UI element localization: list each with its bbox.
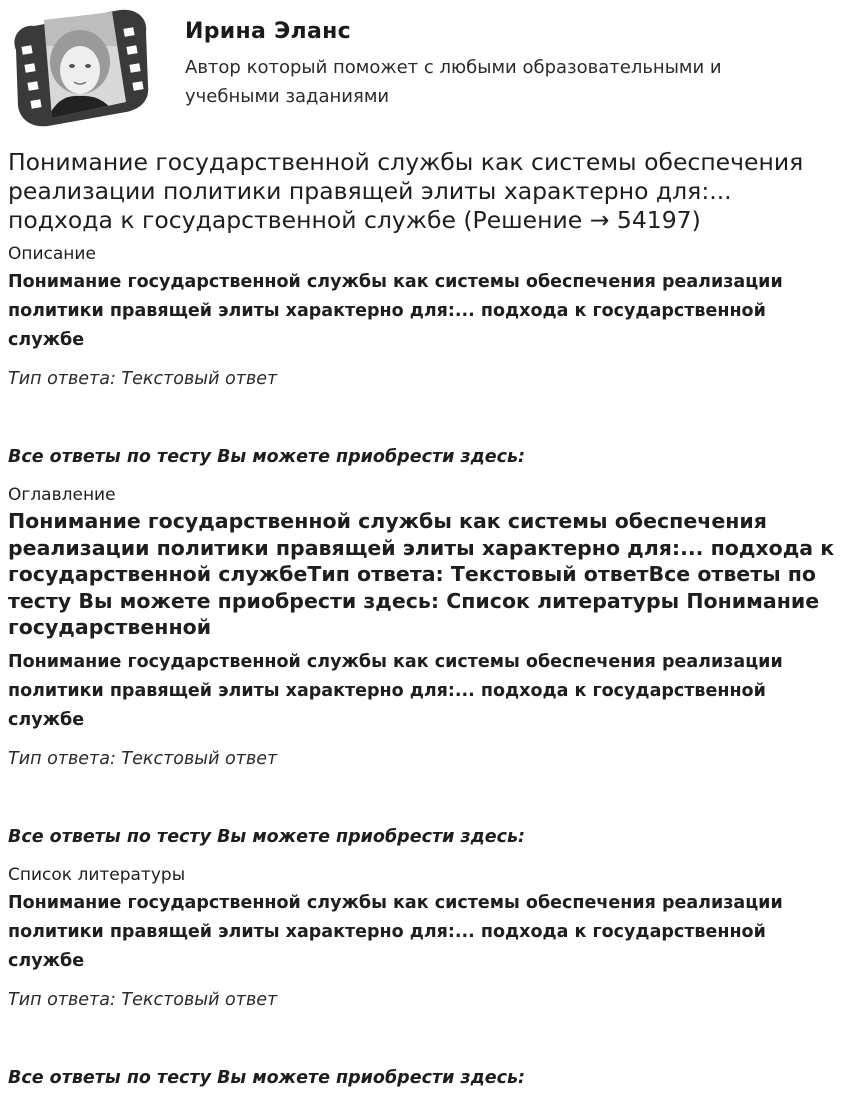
toc-question: Понимание государственной службы как системы обеспечения реализации политики правящей элиты характерно для:... подхода к государственной службе [8, 651, 783, 730]
author-avatar[interactable] [8, 6, 150, 128]
author-card [8, 6, 838, 128]
page-title: Понимание государственной службы как системы обеспечения реализации политики правящей элиты характерно для:... подхода к государственной службе (Решение → 54197) [8, 148, 804, 234]
description-answer-type: Тип ответа: Текстовый ответ [8, 369, 278, 389]
description-purchase-note: Все ответы по тесту Вы можете приобрести здесь: [8, 447, 526, 467]
literature-question: Понимание государственной службы как системы обеспечения реализации политики правящей элиты характерно для:... подхода к государственной службе [8, 892, 783, 971]
toc-section-label: Оглавление [8, 485, 116, 505]
author-description: Автор который поможет с любыми образовательными и учебными заданиями [185, 57, 722, 107]
literature-answer-type: Тип ответа: Текстовый ответ [8, 989, 278, 1010]
toc-summary: Понимание государственной службы как системы обеспечения реализации политики правящей элиты характерно для:... подхода к государственной службеТип ответа: Текстовый ответВсе ответы по тесту Вы можете приобрести здесь: Список литературы Понимание государственной [8, 509, 835, 639]
author-name[interactable]: Ирина Эланс [185, 19, 351, 44]
literature-purchase-note: Все ответы по тесту Вы можете приобрести здесь: [8, 1067, 526, 1088]
toc-purchase-note: Все ответы по тесту Вы можете приобрести здесь: [8, 826, 526, 847]
literature-section-label: Список литературы [8, 864, 186, 885]
description-question: Понимание государственной службы как системы обеспечения реализации политики правящей элиты характерно для:... подхода к государственной службе [8, 272, 783, 350]
article-content [8, 148, 838, 1089]
description-section-label: Описание [8, 244, 96, 264]
toc-answer-type: Тип ответа: Текстовый ответ [8, 748, 278, 769]
